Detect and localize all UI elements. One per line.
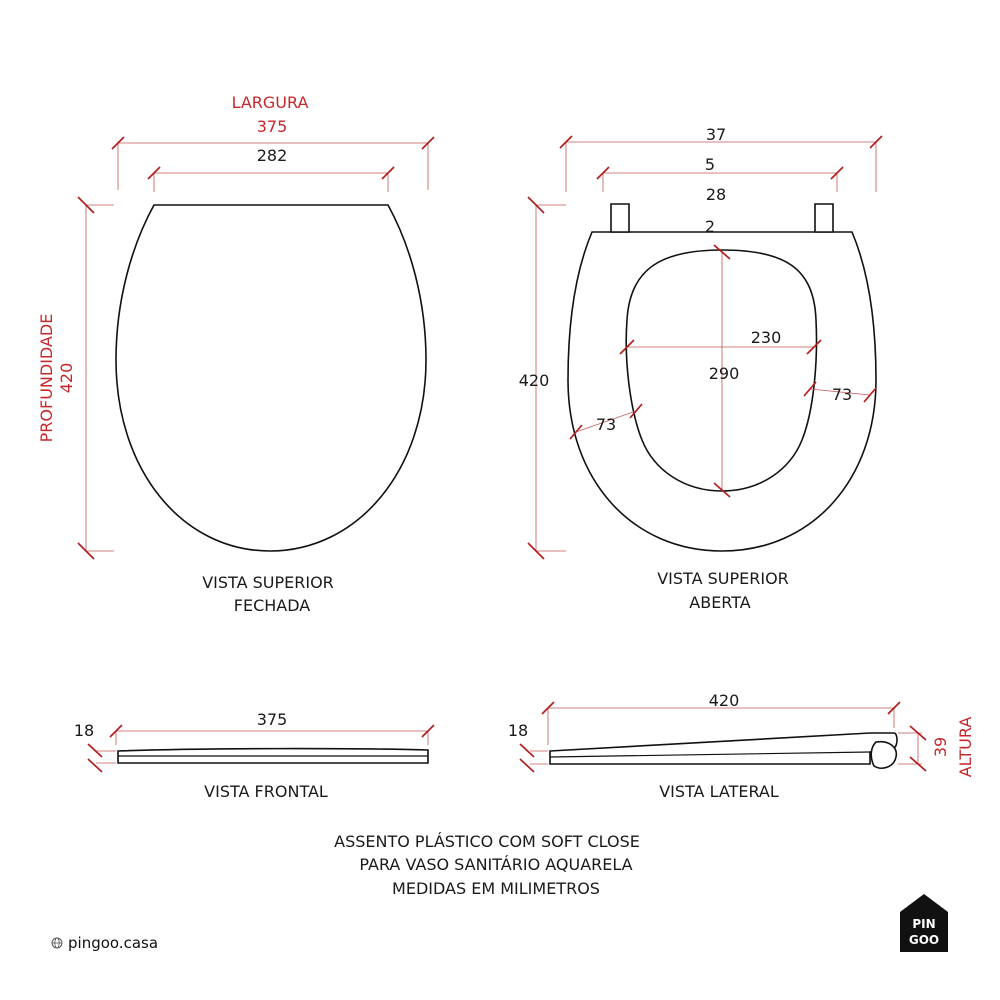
closed-depth-dimension xyxy=(78,197,114,559)
left-hinge xyxy=(611,204,629,232)
closed-depth-label: PROFUNDIDADE xyxy=(37,313,56,443)
front-view xyxy=(74,710,434,801)
side-hinge-round xyxy=(871,742,896,768)
open-dim-28: 28 xyxy=(705,185,727,204)
side-height-value: 18 xyxy=(507,721,529,740)
site-footer xyxy=(52,894,948,952)
description-line2: PARA VASO SANITÁRIO AQUARELA xyxy=(359,855,633,874)
right-hinge xyxy=(815,204,833,232)
front-height-dimension xyxy=(88,744,116,772)
open-caption-line1: VISTA SUPERIOR xyxy=(657,569,789,588)
top-closed-view xyxy=(37,93,434,615)
opening-width-value: 230 xyxy=(750,328,782,347)
closed-width-label: LARGURA xyxy=(231,93,309,112)
closed-width-value: 375 xyxy=(256,117,288,136)
front-height-value: 18 xyxy=(73,721,95,740)
closed-caption-line2: FECHADA xyxy=(233,596,311,615)
site-url[interactable]: pingoo.casa xyxy=(68,934,159,952)
open-dim-2: 2 xyxy=(704,217,716,236)
logo-line2: GOO xyxy=(908,933,940,947)
opening-depth-value: 290 xyxy=(708,364,740,383)
closed-depth-value: 420 xyxy=(57,362,76,394)
side-total-height-value: 39 xyxy=(931,736,950,758)
closed-inner-width-dimension xyxy=(148,167,394,192)
open-outer-width-dimension xyxy=(560,136,882,192)
pingoo-house-logo xyxy=(900,894,948,952)
closed-seat-outline xyxy=(116,205,426,551)
description-line1: ASSENTO PLÁSTICO COM SOFT CLOSE xyxy=(334,832,640,851)
side-height-dimension xyxy=(520,744,548,772)
description-block xyxy=(334,832,640,898)
open-caption-line2: ABERTA xyxy=(689,593,751,612)
open-dim-5: 5 xyxy=(704,155,716,174)
description-line3: MEDIDAS EM MILIMETROS xyxy=(392,879,600,898)
top-open-view xyxy=(519,125,882,612)
side-caption: VISTA LATERAL xyxy=(659,782,779,801)
rim-left-value: 73 xyxy=(595,415,617,434)
side-total-height-label: ALTURA xyxy=(956,716,975,778)
front-caption: VISTA FRONTAL xyxy=(204,782,328,801)
rim-right-value: 73 xyxy=(831,385,853,404)
closed-inner-width-value: 282 xyxy=(256,146,288,165)
closed-caption-line1: VISTA SUPERIOR xyxy=(202,573,334,592)
side-length-value: 420 xyxy=(708,691,740,710)
open-dim-37: 37 xyxy=(705,125,727,144)
side-view xyxy=(508,691,975,801)
logo-line1: PIN xyxy=(912,917,936,931)
side-seat-outline xyxy=(550,733,897,764)
side-total-height-dimension xyxy=(898,726,926,771)
front-width-value: 375 xyxy=(256,710,288,729)
globe-icon xyxy=(52,938,62,948)
open-depth-value: 420 xyxy=(518,371,550,390)
